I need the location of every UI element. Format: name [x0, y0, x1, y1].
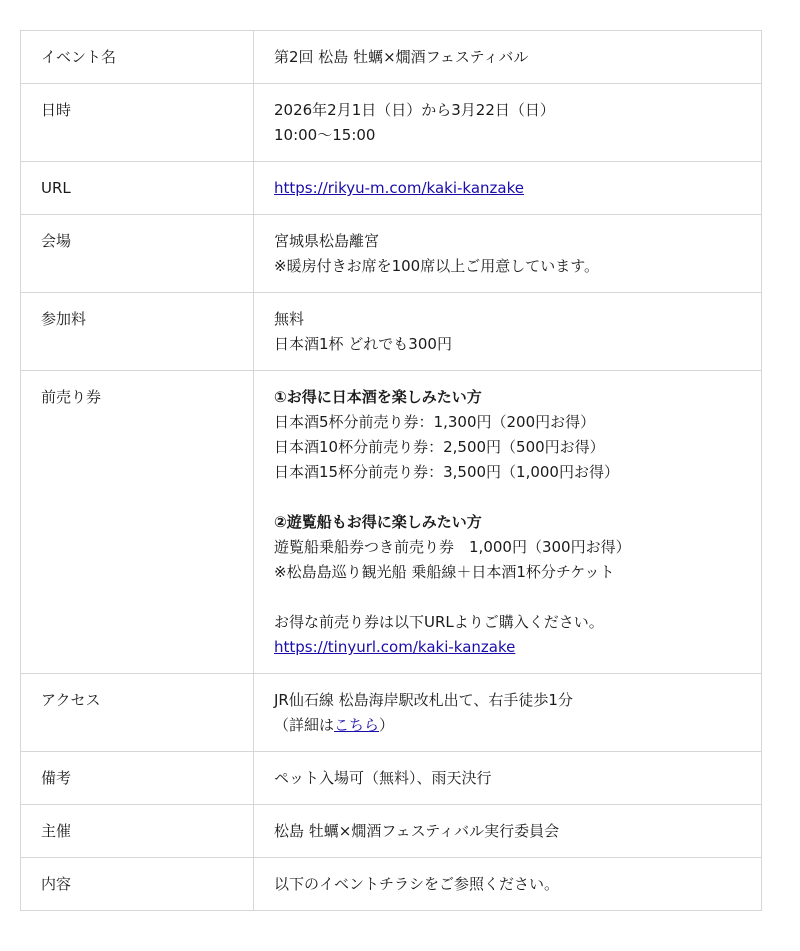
label-fee: 参加料	[21, 293, 254, 371]
value-organizer	[254, 805, 762, 858]
value-remarks	[254, 752, 762, 805]
fee-free-text: 無料	[274, 310, 305, 328]
purchase-note-text: お得な前売り券は以下URLよりご購入ください。	[274, 613, 604, 631]
ticket-plan-2-heading: ②遊覧船もお得に楽しみたい方	[274, 513, 482, 531]
ticket-plan-2-note: ※松島島巡り観光船 乗船線＋日本酒1杯分チケット	[274, 563, 615, 581]
row-content	[21, 858, 762, 911]
ticket-plan-1-item: 日本酒10杯分前売り券：2,500円（500円お得）	[274, 438, 605, 456]
ticket-plan-1-item: 日本酒15杯分前売り券：3,500円（1,000円お得）	[274, 463, 619, 481]
access-detail-line	[274, 713, 741, 738]
spacer	[274, 585, 741, 610]
value-event-name	[254, 31, 762, 84]
value-url	[254, 162, 762, 215]
fee-sake-price-text: 日本酒1杯 どれでも300円	[274, 335, 452, 353]
row-advance-tickets	[21, 371, 762, 674]
row-datetime	[21, 84, 762, 162]
date-range-text: 2026年2月1日（日）から3月22日（日）	[274, 101, 555, 119]
label-url: URL	[21, 162, 254, 215]
event-name-text: 第2回 松島 牡蠣×燗酒フェスティバル	[274, 48, 529, 66]
row-fee	[21, 293, 762, 371]
value-advance-tickets	[254, 371, 762, 674]
row-event-name	[21, 31, 762, 84]
row-remarks	[21, 752, 762, 805]
value-fee	[254, 293, 762, 371]
label-event-name: イベント名	[21, 31, 254, 84]
event-info-table	[20, 30, 762, 911]
label-organizer: 主催	[21, 805, 254, 858]
label-remarks: 備考	[21, 752, 254, 805]
venue-note-text: ※暖房付きお席を100席以上ご用意しています。	[274, 257, 600, 275]
organizer-text: 松島 牡蠣×燗酒フェスティバル実行委員会	[274, 822, 560, 840]
label-datetime: 日時	[21, 84, 254, 162]
value-datetime	[254, 84, 762, 162]
row-access	[21, 674, 762, 752]
event-url-link[interactable]: https://rikyu-m.com/kaki-kanzake	[274, 179, 524, 197]
ticket-plan-1-item: 日本酒5杯分前売り券：1,300円（200円お得）	[274, 413, 596, 431]
venue-name-text: 宮城県松島離宮	[274, 232, 380, 250]
value-content	[254, 858, 762, 911]
ticket-plan-1-heading: ①お得に日本酒を楽しみたい方	[274, 388, 482, 406]
ticket-purchase-link[interactable]: https://tinyurl.com/kaki-kanzake	[274, 638, 516, 656]
detail-prefix: （詳細は	[274, 716, 335, 734]
access-details-link[interactable]: こちら	[334, 716, 380, 734]
label-venue: 会場	[21, 215, 254, 293]
access-directions-text: JR仙石線 松島海岸駅改札出て、右手徒歩1分	[274, 691, 573, 709]
time-range-text: 10:00〜15:00	[274, 126, 376, 144]
row-organizer	[21, 805, 762, 858]
detail-suffix: ）	[379, 716, 395, 734]
ticket-plan-2-item: 遊覧船乗船券つき前売り券 1,000円（300円お得）	[274, 538, 631, 556]
label-access: アクセス	[21, 674, 254, 752]
value-access	[254, 674, 762, 752]
value-venue	[254, 215, 762, 293]
row-url	[21, 162, 762, 215]
row-venue	[21, 215, 762, 293]
label-content: 内容	[21, 858, 254, 911]
content-text: 以下のイベントチラシをご参照ください。	[274, 875, 560, 893]
remarks-text: ペット入場可（無料）、雨天決行	[274, 769, 492, 787]
spacer	[274, 485, 741, 510]
label-advance-tickets: 前売り券	[21, 371, 254, 674]
